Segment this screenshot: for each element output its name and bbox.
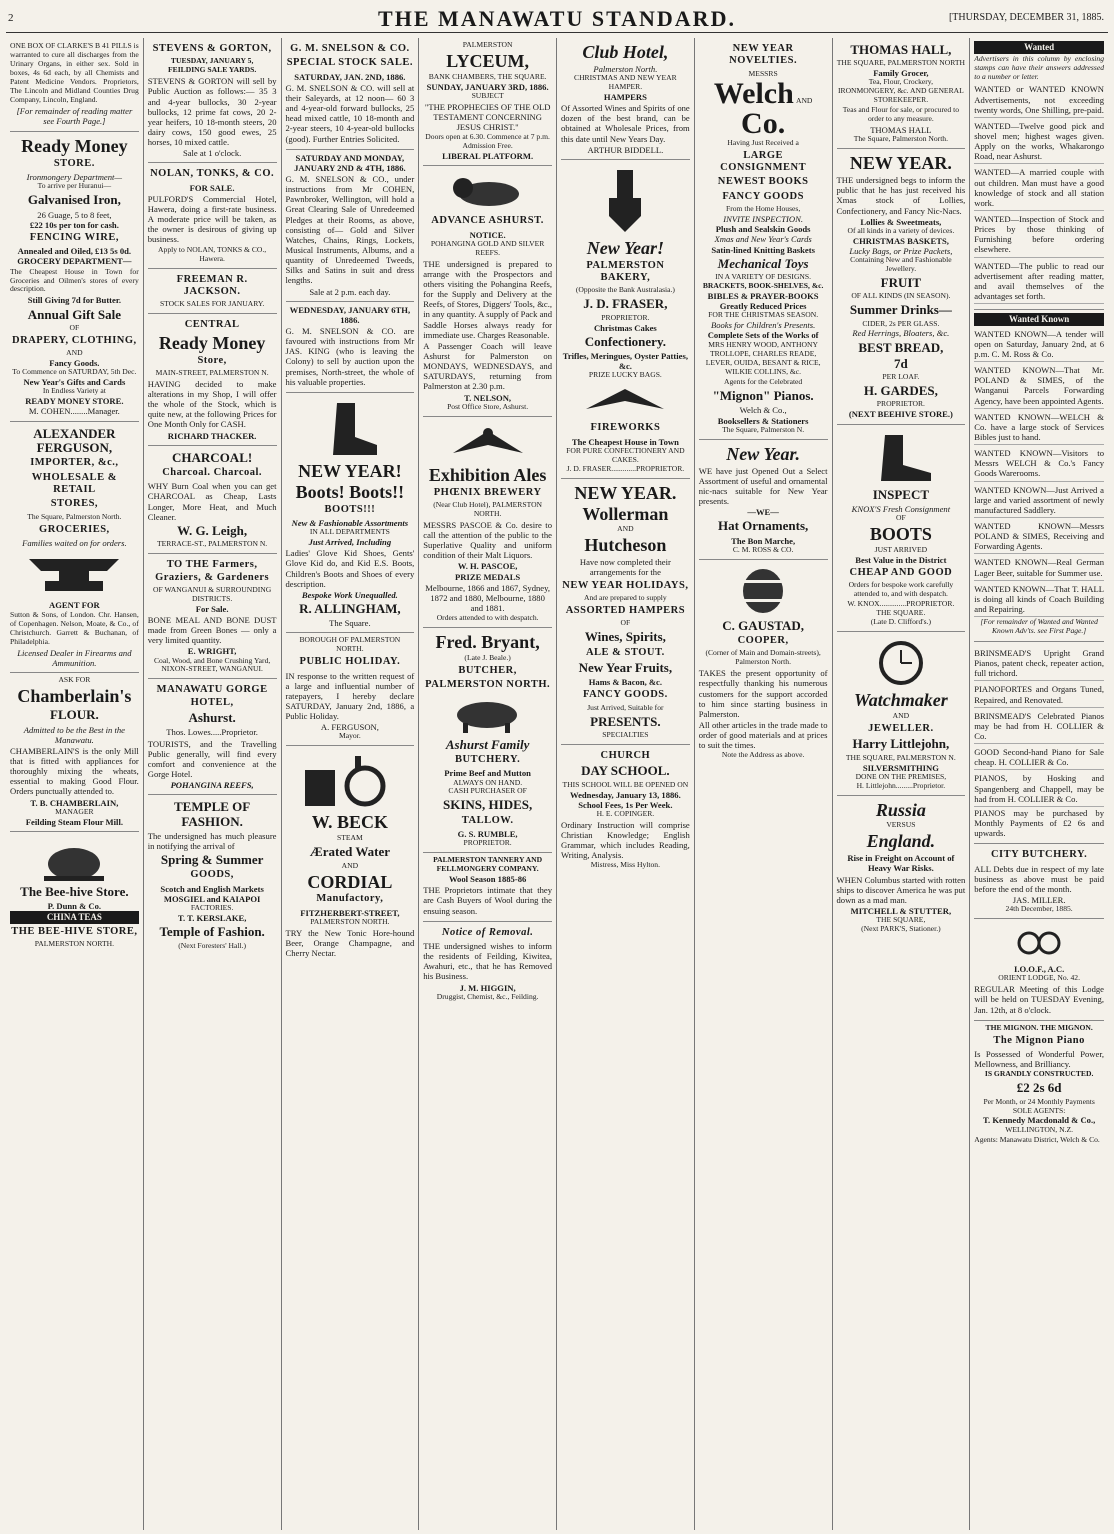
ad-tannery: PALMERSTON TANNERY AND FELLMONGERY COMPANY. Wool Season 1885-86 THE Proprietors intimate that they are Cash Buyers of Wool during the ensuing season.: [423, 853, 552, 921]
ad-mitchell-stutter: Russia VERSUS England. Rise in Freight on Account of Heavy War Risks. WHEN Columbus started with rotten ships to discover America he was put down as a mad man. MITCHELL & STUTTER, THE SQUARE, (Next PARK'S, Stationer.): [836, 799, 966, 934]
ad-church-day-school: CHURCH DAY SCHOOL. THIS SCHOOL WILL BE OPENED ON Wednesday, January 13, 1886. School Fees, 1s Per Week. H. E. COPINGER. Ordinary Instruction will comprise Christian Knowledge; English Grammar, which includes Reading, Writing, Analysis. Mistress, Miss Hylton.: [561, 749, 690, 870]
bull-illustration: [443, 695, 533, 735]
ad-knox-boots: INSPECT KNOX'S Fresh Consignment OF BOOTS JUST ARRIVED Best Value in the District CHEAP AND GOOD Orders for bespoke work carefully attended to, and with despatch. W. KNOX..............PROPRIETOR. THE SQUARE. (Late D. Clifford's.): [837, 425, 966, 633]
phoenix-illustration: [443, 423, 533, 463]
ad-city-butchery: CITY BUTCHERY. ALL Debts due in respect of my late business as above must be paid before the end of the month. JAS. MILLER. 24th December, 1885.: [974, 844, 1104, 919]
lodge-emblem-illustration: [1009, 925, 1069, 961]
lion-illustration: [443, 172, 533, 212]
ad-mignon-piano: THE MIGNON. THE MIGNON. The Mignon Piano Is Possessed of Wonderful Power, Mellowness, and Brilliancy. IS GRANDLY CONSTRUCTED. £2 2s 6d Per Month, or 24 Monthly Payments SOLE AGENTS: T. Kennedy Macdonald & Co., WELLINGTON, N.Z. Agents: Manawatu District, Welch & Co.: [974, 1022, 1104, 1144]
boot-illustration: [861, 431, 941, 485]
wanted-known-section: Wanted Known WANTED KNOWN—A tender will open on Saturday, January 2nd, at 6 p.m. C. M. Ross & Co. WANTED KNOWN—That Mr. POLAND & SIMES, of the Wanganui Parcels Forwarding Agency, have been appointed Agents. WANTED KNOWN—WELCH & Co. have a large stock of Services Bibles just to hand. WANTED KNOWN—Visitors to Messrs WELCH & Co.'s Fancy Goods Warerooms. WANTED KNOWN—Just Arrived a large and varied assortment of newly manufactured Saddlery. WANTED KNOWN—Messrs POLAND & SIMES, Receiving and Forwarding Agents. WANTED KNOWN—Real German Lager Beer, suitable for Summer use. WANTED KNOWN—That T. HALL is doing all kinds of Coach Building and Repairing. [For remainder of Wanted and Wanted Known Adv'ts. see First Page.]: [974, 310, 1104, 642]
column-4: [419, 38, 557, 1530]
eagle-illustration: [580, 383, 670, 419]
beehive-illustration: [34, 838, 114, 882]
ad-oddfellows-lodge: I.O.O.F., A.C. ORIENT LODGE, No. 42. REGULAR Meeting of this Lodge will be held on TUESDAY Evening, Jan. 12th, at 8 o'clock.: [974, 919, 1104, 1021]
ad-club-hotel: Club Hotel, Palmerston North. CHRISTMAS AND NEW YEAR HAMPER. HAMPERS Of Assorted Wines and Spirits of one dozen of the best brand, can be obtained at Wholesale Prices, from this date until New Years Day. ARTHUR BIDDELL.: [561, 38, 690, 160]
ad-stevens-gorton: STEVENS & GORTON, TUESDAY, JANUARY 5, FEILDING SALE YARDS. STEVENS & GORTON will sell by Public Auction as follows:— 35 3 and 4-year bullocks, 30 2-year bullocks, 12 prime fat cows, 20 2-year heifers, 10 18-month steers, 20 dairy cows, 150 good ewes, 25 horses, 10 mixed cattle. Sale at 1 o'clock.: [148, 38, 277, 163]
ad-beck-aerated-water: W. BECK STEAM Ærated Water AND CORDIAL Manufactory, FITZHERBERT-STREET, PALMERSTON NORTH. TRY the New Tonic Hore-hound Beer, Orange Champagne, and Cherry Nectar.: [286, 746, 415, 963]
column-1: [6, 38, 144, 1530]
ad-snelson-pledges: SATURDAY AND MONDAY, JANUARY 2ND & 4TH, 1886. G. M. SNELSON & CO., under instructions from Mr COHEN, Pawnbroker, Wellington, will hold a Great Clearing Sale of Unredeemed Pledges at their Rooms, as above, consisting of— Gold and Silver Watches, Chains, Rings, Lockets, Musical Instruments, Albums, and a quantity of Unredeemed Tweeds, Silks and Satins in suit and dress lengths. Sale at 2 p.m. each day.: [286, 150, 415, 302]
ad-chamberlains-flour: ASK FOR Chamberlain's FLOUR. Admitted to be the Best in the Manawatu. CHAMBERLAIN'S is the only Mill that is fitted with appliances for thoroughly mixing the wheats, essential to making Good Flour. Orders punctually attended to. T. B. CHAMBERLAIN, MANAGER Feilding Steam Flour Mill.: [10, 673, 139, 831]
columns: [6, 38, 1108, 1530]
column-8: [970, 38, 1108, 1530]
ad-nolan-tonks: NOLAN, TONKS, & CO. FOR SALE. PULFORD'S Commercial Hotel, Hawera, doing a first-rate business. A moderate price will be taken, as the owner is desirous of giving up business. Apply to NOLAN, TONKS & CO., Hawera.: [148, 163, 277, 268]
wanted-section: Wanted Advertisers in this column by enclosing stamps can have their answers addressed to a number or letter. WANTED or WANTED KNOWN Advertisements, not exceeding twenty words, One Shilling, pre-paid. WANTED—Twelve good pick and shovel men; highest wages given. Apply on the works, Whakarongo Road, near Ashurst. WANTED—A married couple with out children. Man must have a good knowledge of stock and all station work. WANTED—Inspection of Stock and Prices by those thinking of Furnishing before ordering elsewhere. WANTED—The public to read our advertisement after reading matter, and avail themselves of the advantages set forth.: [974, 38, 1104, 310]
ad-gardes-new-year: NEW YEAR. THE undersigned begs to inform the public that he has just received his Xmas stock of Lollies, Confectionery, and Fancy Nic-Nacs. Lollies & Sweetmeats, Of all kinds in a variety of devices. CHRISTMAS BASKETS, Lucky Bags, or Prize Packets, Containing New and Fashionable Jewellery. FRUIT OF ALL KINDS (IN SEASON). Summer Drinks— CIDER, 2s PER GLASS. Red Herrings, Bloaters, &c. BEST BREAD, 7d PER LOAF. H. GARDES, PROPRIETOR. (NEXT BEEHIVE STORE.): [837, 149, 966, 424]
ad-freeman-jackson: FREEMAN R. JACKSON. STOCK SALES FOR JANUARY.: [148, 269, 277, 315]
barrel-illustration: [733, 566, 793, 616]
ad-ready-money-store: Ready Money STORE. Ironmongery Department— To arrive per Huranui— Galvanised Iron, 26 Guage, 5 to 8 feet, £22 10s per ton for cash. FENCING WIRE, Annealed and Oiled, £13 5s 0d. GROCERY DEPARTMENT— The Cheapest House in Town for Groceries and Oilmen's stores of every description. Still Giving 7d for Butter. Annual Gift Sale OF DRAPERY, CLOTHING, AND Fancy Goods. To Commence on SATURDAY, 5th Dec. New Year's Gifts and Cards In Endless Variety at READY MONEY STORE. M. COHEN........Manager.: [10, 132, 139, 422]
ad-charcoal: CHARCOAL! Charcoal. Charcoal. WHY Burn Coal when you can get CHARCOAL as Cheap, Lasts Longer, More Heat, and Much Cleaner. W. G. Leigh, TERRACE-ST., PALMERSTON N.: [148, 446, 277, 554]
ad-wollerman-hutcheson: NEW YEAR. Wollerman AND Hutcheson Have now completed their arrangements for the NEW YEAR HOLIDAYS, And are prepared to supply ASSORTED HAMPERS OF Wines, Spirits, ALE & STOUT. New Year Fruits, Hams & Bacon, &c. FANCY GOODS. Just Arrived, Suitable for PRESENTS. SPECIALTIES: [561, 479, 690, 745]
ad-advance-ashurst: ADVANCE ASHURST. NOTICE. POHANGINA GOLD AND SILVER REEFS. THE undersigned is prepared to arrange with the Prospectors and others visiting the Pohangina Reefs, for the Supply and Delivery at the Reefs, of Stores, Diggers' Tools, &c., in any quantity. A supply of Pack and Saddle Horses always ready for immediate use. Charges Reasonable. A Passenger Coach will leave Ashurst for Palmerston on MONDAYS, WEDNESDAYS, and SATURDAYS, returning from Palmerston at 2.30 p.m. T. NELSON, Post Office Store, Ashurst.: [423, 166, 552, 416]
column-3: [282, 38, 420, 1530]
masthead-rule: [6, 32, 1108, 33]
page-number: 2: [8, 12, 14, 24]
ad-snelson-stock-sale: G. M. SNELSON & CO. SPECIAL STOCK SALE. SATURDAY, JAN. 2ND, 1886. G. M. SNELSON & CO. will sell at their Saleyards, at 12 noon— 60 3 and 4-year-old forward bullocks, 25 head mixed cattle, 10 18-month and 2-year steers, 10 4-year-old bullocks (good). Further Entries Solicited.: [286, 38, 415, 150]
ad-thomas-hall: THOMAS HALL, THE SQUARE, PALMERSTON NORTH Family Grocer, Tea, Flour, Crockery, IRONMONGERY, &c. AND GENERAL STOREKEEPER. Teas and Flour for sale, or procured to order to any measure. THOMAS HALL The Square, Palmerston North.: [837, 38, 966, 149]
ad-pianos: BRINSMEAD'S Upright Grand Pianos, patent check, repeater action, full trichord. PIANOFORTES and Organs Tuned, Repaired, and Renovated. BRINSMEAD'S Celebrated Pianos may be had from H. COLLIER & Co. GOOD Second-hand Piano for Sale cheap. H. COLLIER & Co. PIANOS, by Hosking and Spangenberg and Chappell, may be had from H. COLLIER & Co. PIANOS may be purchased by Monthly Payments of £2 6s and upwards.: [974, 642, 1104, 844]
ad-lyceum: PALMERSTON LYCEUM, BANK CHAMBERS, THE SQUARE. SUNDAY, JANUARY 3RD, 1886. SUBJECT "THE PROPHECIES OF THE OLD TESTAMENT CONCERNING JESUS CHRIST." Doors open at 6.30. Commence at 7 p.m. Admission Free. LIBERAL PLATFORM.: [423, 38, 552, 166]
column-5: [557, 38, 695, 1530]
ad-alexander-ferguson: ALEXANDER FERGUSON, IMPORTER, &c., WHOLESALE & RETAIL STORES, The Square, Palmerston North. GROCERIES, Families waited on for orders. AGENT FOR Sutton & Sons, of London. Chr. Hansen, of Copenhagen. Nelson, Moate, & Co., of Christchurch. Garrett & Buchanan, of Philadelphia. Licensed Dealer in Firearms and Ammunition.: [10, 422, 139, 674]
ad-beehive-store: The Bee-hive Store. P. Dunn & Co. CHINA TEAS THE BEE-HIVE STORE, PALMERSTON NORTH.: [10, 832, 139, 953]
column-6: [695, 38, 833, 1530]
ad-fred-bryant: Fred. Bryant, (Late J. Beale.) BUTCHER, PALMERSTON NORTH. Ashurst Family BUTCHERY. Prime Beef and Mutton ALWAYS ON HAND. CASH PURCHASER OF SKINS, HIDES, TALLOW. G. S. RUMBLE, PROPRIETOR.: [423, 628, 552, 853]
clock-illustration: [856, 638, 946, 688]
machinery-illustration: [295, 752, 405, 810]
ad-harry-littlejohn: Watchmaker AND JEWELLER. Harry Littlejohn, THE SQUARE, PALMERSTON N. SILVERSMITHING DONE ON THE PREMISES, H. Littlejohn.........Proprietor.: [837, 632, 966, 796]
ad-bone-meal: TO THE Farmers, Graziers, & Gardeners OF WANGANUI & SURROUNDING DISTRICTS. For Sale. BONE MEAL AND BONE DUST made from Green Bones — only a very limited quantity. E. WRIGHT, Coal, Wood, and Bone Crushing Yard, NIXON-STREET, WANGANUI.: [148, 554, 277, 679]
ad-welch-co: NEW YEAR NOVELTIES. MESSRS Welch AND Co. Having Just Received a LARGE CONSIGNMENT NEWEST BOOKS FANCY GOODS From the Home Houses, INVITE INSPECTION. Plush and Sealskin Goods Xmas and New Year's Cards Satin-lined Knitting Baskets Mechanical Toys IN A VARIETY OF DESIGNS. BRACKETS, BOOK-SHELVES, &c. BIBLES & PRAYER-BOOKS Greatly Reduced Prices FOR THE CHRISTMAS SEASON. Books for Children's Presents. Complete Sets of the Works of MRS HENRY WOOD, ANTHONY TROLLOPE, CHARLES READE, LEVER, OUIDA, BESANT & RICE, WILKIE COLLINS, &c. Agents for the Celebrated "Mignon" Pianos. Welch & Co., Booksellers & Stationers The Square, Palmerston N.: [699, 38, 828, 440]
column-7: [833, 38, 971, 1530]
column-2: [144, 38, 282, 1530]
anvil-illustration: [19, 551, 129, 597]
ad-palmerston-bakery: New Year! PALMERSTON BAKERY, (Opposite the Bank Australasia.) J. D. FRASER, PROPRIETOR. Christmas Cakes Confectionery. Trifles, Meringues, Oyster Patties, &c. PRIZE LUCKY BAGS. FIREWORKS The Cheapest House in Town FOR PURE CONFECTIONERY AND CAKES. J. D. FRASER.............PROPRIETOR.: [561, 160, 690, 479]
boot-illustration: [315, 399, 385, 459]
ad-notice-of-removal: Notice of Removal. THE undersigned wishes to inform the residents of Feilding, Kiwitea, Awahuri, etc., that he has Removed his Business. J. M. HIGGIN, Druggist, Chemist, &c., Feilding.: [423, 926, 552, 1001]
newspaper-title: THE MANAWATU STANDARD.: [378, 6, 736, 31]
ad-public-holiday: BOROUGH OF PALMERSTON NORTH. PUBLIC HOLIDAY. IN response to the written request of a large and influential number of ratepayers, I hereby declare SATURDAY, January 2nd, 1886, a Public Holiday. A. FERGUSON, Mayor.: [286, 633, 415, 746]
ad-gaustad-cooper: C. GAUSTAD, COOPER, (Corner of Main and Domain-streets), Palmerston North. TAKES the present opportunity of respectfully thanking his numerous customers for the support accorded to him since starting business in Palmerston. All other articles in the trade made to order of good materials and at prices to suit the times. Note the Address as above.: [699, 560, 828, 765]
ad-manawatu-gorge-hotel: MANAWATU GORGE HOTEL, Ashurst. Thos. Lowes.....Proprietor. TOURISTS, and the Travelling Public generally, will find every comfort and convenience at the Gorge Hotel. POHANGINA REEFS,: [148, 679, 277, 795]
ad-exhibition-ales: Exhibition Ales PHŒNIX BREWERY (Near Club Hotel), PALMERSTON NORTH. MESSRS PASCOE & Co. desire to call the attention of the public to the Superlative Quality and uniform condition of their Malt Liquors. W. H. PASCOE, PRIZE MEDALS Melbourne, 1866 and 1867, Sydney, 1872 and 1880, Melbourne, 1880 and 1881. Orders attended to with despatch.: [423, 417, 552, 628]
ad-boots: NEW YEAR! Boots! Boots!! BOOTS!!! New & Fashionable Assortments IN ALL DEPARTMENTS Just Arrived, Including Ladies' Glove Kid Shoes, Gents' Glove Kid do, and Kid E.S. Boots, Children's Boots and Shoes of every description. Bespoke Work Unequalled. R. ALLINGHAM, The Square.: [286, 393, 415, 634]
masthead: [0, 0, 1114, 34]
ad-temple-of-fashion: TEMPLE OF FASHION. The undersigned has much pleasure in notifying the arrival of Spring & Summer GOODS, Scotch and English Markets MOSGIEL and KAIAPOI FACTORIES. T. T. KERSLAKE, Temple of Fashion. (Next Foresters' Hall.): [147, 799, 277, 950]
ad-bon-marche: New Year. WE have just Opened Out a Select Assortment of useful and ornamental nic-nacs suitable for New Year presents. —WE— Hat Ornaments, The Bon Marche, C. M. ROSS & CO.: [699, 440, 828, 560]
issue-date: [THURSDAY, DECEMBER 31, 1885.: [948, 12, 1104, 23]
ad-central-ready-money: CENTRAL Ready Money Store, MAIN-STREET, PALMERSTON N. HAVING decided to make alterations in my Shop, I will offer the whole of the Stock, which is quite new, at the following Prices for One Month Only for CASH. RICHARD THACKER.: [148, 314, 277, 445]
ad-clarke-pills: ONE BOX OF CLARKE'S B 41 PILLS is warranted to cure all discharges from the Urinary Organs, in either sex. Sold in boxes, 4s 6d each, by all Chemists and Patent Medicine Vendors. Proprietors, The Lincoln and Midland Counties Drug Company, Lincoln, England. [For remainder of reading matter see Fourth Page.]: [10, 38, 139, 132]
ad-snelson-property: WEDNESDAY, JANUARY 6TH, 1886. G. M. SNELSON & CO. are favoured with instructions from Mr JAS. KING (who is leaving the Colony) to sell by auction upon the premises, North-street, the whole of his valuable properties.: [286, 302, 415, 393]
pointing-hand-illustration: [595, 166, 655, 236]
